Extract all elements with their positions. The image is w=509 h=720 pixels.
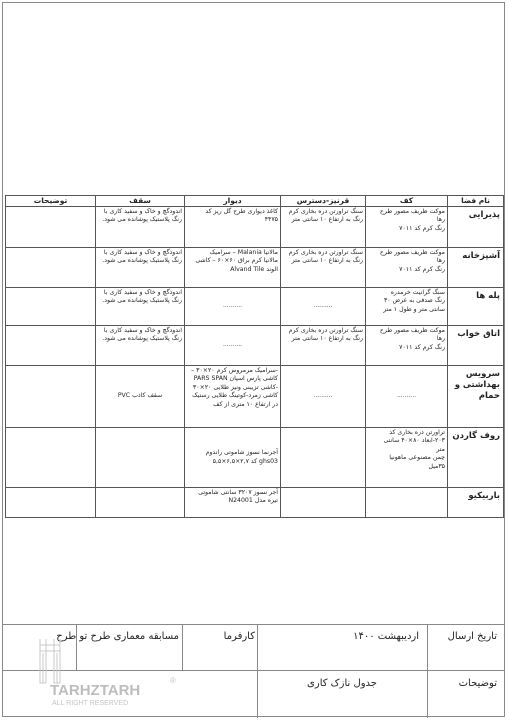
space-name: پله ها <box>448 288 504 326</box>
logo-text: TARHZTARH <box>50 682 141 699</box>
ceiling-cell <box>96 488 185 518</box>
header-skirting: قرنیز-دسترس <box>281 196 366 207</box>
skirting-cell: سنگ تراورتن دره بخاری کرم رنگ به ارتفاع ۱۰ سانتی متر <box>281 207 366 248</box>
ceiling-cell: اندودگچ و خاک و سفید کاری با رنگ پلاستیک پوشانده می شود. <box>96 326 185 366</box>
wall-cell <box>185 288 281 326</box>
floor-cell: سنگ گرانیت خرمدره رنگ صدفی به عرض ۳۰ سانتی متر و طول ۱ متر <box>366 288 448 326</box>
table-row <box>6 366 504 428</box>
logo-graphic <box>10 639 180 711</box>
notes-cell <box>6 207 96 248</box>
title-block-divider <box>427 625 428 718</box>
wall-cell: -سرامیک مرمروس کرم ۲۰×۳۰ – کاشی پارس اسپان PARS SPAN -کاشی تزیینی ونیز طلایی ۲۰×۳۰ کاشی زمرد-کوتینگ طلایی رستیک در ارتفاع ۱۰ متری از کف <box>185 366 281 428</box>
floor-cell: تراورتن دره بخاری کد ۲۰۳-ابعاد ۸۰×۴۰ سانتی متر چمن مصنوعی ماهونیا ۳۵میل <box>366 428 448 488</box>
header-floor: کف <box>366 196 448 207</box>
header-space: نام فضا <box>448 196 504 207</box>
ceiling-cell <box>96 428 185 488</box>
logo-subtext: ALL RIGHT RESERVED <box>52 700 129 707</box>
header-ceiling: سقف <box>96 196 185 207</box>
title-block-divider <box>182 625 183 670</box>
table-row <box>6 207 504 248</box>
wall-cell: کاغذ دیواری طرح گل ریز کد ۴۴۷۵ <box>185 207 281 248</box>
space-name: روف گاردن <box>448 428 504 488</box>
wall-cell: آجر نسوز ۳۲۰۷ سانتی شاموتی تیره مدل N24001 <box>185 488 281 518</box>
empty-dots: .......... <box>222 341 243 349</box>
client-label: کارفرما <box>223 631 255 642</box>
notes-value: جدول نازک کاری <box>307 678 377 689</box>
notes-label: توضیحات <box>458 678 497 689</box>
space-name: اتاق خواب <box>448 326 504 366</box>
floor-cell <box>366 366 448 428</box>
empty-dots: .......... <box>313 302 333 310</box>
tarhztarh-logo <box>10 639 180 711</box>
registered-mark: ® <box>170 676 176 685</box>
notes-cell <box>6 326 96 366</box>
skirting-cell <box>281 428 366 488</box>
ceiling-cell: سقف کاذب PVC <box>96 366 185 428</box>
send-date-value: اردیبهشت ۱۴۰۰ <box>353 631 419 642</box>
empty-dots: .......... <box>313 392 333 400</box>
wall-cell: مالانیا Malania – سرامیک مالانیا کرم براق ۶۰×۶۰ – کاشی الوند Alvand Tile <box>185 248 281 288</box>
space-name: سرویس بهداشتی و حمام <box>448 366 504 428</box>
notes-cell <box>6 366 96 428</box>
skirting-cell <box>281 488 366 518</box>
table-row <box>6 488 504 518</box>
header-wall: دیوار <box>185 196 281 207</box>
table-row <box>6 288 504 326</box>
space-name: پذیرایی <box>448 207 504 248</box>
title-block-divider <box>257 625 258 718</box>
table-row <box>6 326 504 366</box>
floor-cell: موکت ظریف مصور طرح رها رنگ کرم کد ۷۰۱۱ <box>366 207 448 248</box>
wall-cell: آجرنما نسوز شاموتی راندوم ghs03 کد ۲,۷×۶,۵×۵,۵ <box>185 428 281 488</box>
empty-dots: .......... <box>222 302 243 310</box>
space-name: آشپزخانه <box>448 248 504 288</box>
ceiling-cell: اندودگچ و خاک و سفید کاری با رنگ پلاستیک پوشانده می شود. <box>96 207 185 248</box>
client-value: مسابقه معماری طرح تو طرح <box>56 631 179 642</box>
wall-cell <box>185 326 281 366</box>
skirting-cell <box>281 288 366 326</box>
skirting-cell <box>281 366 366 428</box>
title-block <box>2 624 505 718</box>
notes-cell <box>6 488 96 518</box>
notes-cell <box>6 288 96 326</box>
ceiling-cell: اندودگچ و خاک و سفید کاری با رنگ پلاستیک پوشانده می شود. <box>96 288 185 326</box>
notes-cell <box>6 428 96 488</box>
floor-cell: موکت ظریف مصور طرح رها رنگ کرم کد ۷۰۱۱ <box>366 248 448 288</box>
floor-cell: موکت ظریف مصور طرح رها رنگ کرم کد ۷۰۱۱ <box>366 326 448 366</box>
finish-schedule-table <box>5 195 504 518</box>
table-row <box>6 428 504 488</box>
ceiling-cell: اندودگچ و خاک و سفید کاری با رنگ پلاستیک پوشانده می شود. <box>96 248 185 288</box>
skirting-cell: سنگ تراورتن دره بخاری کرم رنگ به ارتفاع ۱۰ سانتی متر <box>281 326 366 366</box>
space-name: باربیکیو <box>448 488 504 518</box>
table-header-row <box>6 196 504 207</box>
table-row <box>6 248 504 288</box>
notes-cell <box>6 248 96 288</box>
send-date-label: تاریخ ارسال <box>447 631 497 642</box>
skirting-cell: سنگ تراورتن دره بخاری کرم رنگ به ارتفاع ۱۰ سانتی متر <box>281 248 366 288</box>
header-notes: توضیحات <box>6 196 96 207</box>
empty-dots: .......... <box>396 392 417 400</box>
floor-cell <box>366 488 448 518</box>
